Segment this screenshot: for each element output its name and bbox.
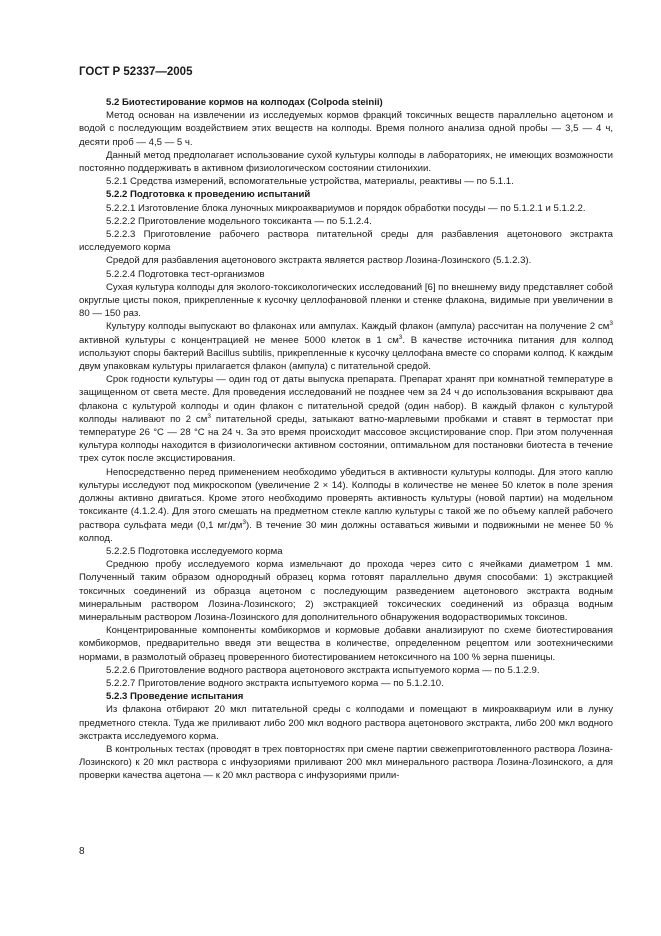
- section-heading: 5.2.3 Проведение испытания: [106, 691, 244, 703]
- paragraph: Срок годности культуры — один год от даты выпуска препарата. Препарат хранят при комнатной температуре в защищенном от света месте. Для проведения исследований не позднее чем за 24 ч до использования вскрывают два флакона с культурой колподы и один флакон с питательной средой (один набор). В каждый флакон с культурой колподы наливают по 2 $см^3$ питательной среды, затыкают ватно-марлевыми пробками и ставят в термостат при температуре 26 °С — 28 °С на 24 ч. За это время происходит массовое эксцистирование спор. При этом полученная культура колподы находится в физиологически активном состоянии, оптимальном для постановки биотеста в течение трех суток после эксцистирования.: [79, 374, 613, 465]
- paragraph: 5.2.2.4 Подготовка тест-организмов: [106, 268, 265, 280]
- paragraph: 5.2.2.1 Изготовление блока луночных микроаквариумов и порядок обработки посуды — по 5.1.2.1 и 5.1.2.2.: [106, 202, 586, 214]
- paragraph: 5.2.1 Средства измерений, вспомогательные устройства, материалы, реактивы — по 5.1.1.: [106, 176, 514, 188]
- paragraph: Сухая культура колподы для эколого-токсикологических исследований [6] по внешнему виду представляет собой округлые цисты покоя, прикрепленные к кусочку целлофановой пленки и стенке флакона, видимые при увеличении в 80 — 150 раз.: [79, 281, 613, 320]
- paragraph: Из флакона отбирают 20 мкл питательной среды с колподами и помещают в микроаквариум или в лунку предметного стекла. Туда же приливают либо 200 мкл водного раствора ацетонового экстракта, либо 200 мкл водного экстракта исследуемого корма.: [79, 704, 613, 742]
- paragraph: 5.2.2.6 Приготовление водного раствора ацетонового экстракта испытуемого корма — по 5.1.2.9.: [106, 664, 540, 676]
- paragraph: Культуру колподы выпускают во флаконах или ампулах. Каждый флакон (ампула) рассчитан на получение 2 $см^3$ активной культуры с концентрацией не менее 5000 клеток в 1 $см^3$. В качестве источника питания для колпод используют споры бактерий Bacillus subtilis, прикрепленные к кусочку целлофана вместе со спорами колпод. К каждым двум упаковкам культуры прилагается флакон (ампула) с питательной средой.: [79, 320, 613, 373]
- paragraph: Данный метод предполагает использование сухой культуры колподы в лабораториях, не имеющих возможности постоянно поддерживать в активном физиологическом состоянии стилонихии.: [79, 149, 613, 175]
- section-heading: 5.2 Биотестирование кормов на колподах (Colpoda steinii): [106, 97, 383, 108]
- paragraph: 5.2.2.7 Приготовление водного экстракта испытуемого корма — по 5.1.2.10.: [106, 677, 444, 689]
- document-header: ГОСТ Р 52337—2005: [79, 66, 193, 78]
- section-heading: 5.2.2 Подготовка к проведению испытаний: [106, 189, 311, 201]
- paragraph: Концентрированные компоненты комбикормов и кормовые добавки анализируют по схеме биотестирования комбикормов, предварительно введя эти вещества в количестве, определенном рецептом или зоотехническими нормами, в размолотый образец проверенного биотестированием нетоксичного на 100 % зерна пшеницы.: [79, 625, 613, 663]
- paragraph: 5.2.2.5 Подготовка исследуемого корма: [106, 545, 283, 557]
- paragraph: 5.2.2.3 Приготовление рабочего раствора питательной среды для разбавления ацетонового экстракта исследуемого корма: [79, 229, 613, 254]
- document-body: [79, 96, 613, 783]
- paragraph: Средой для разбавления ацетонового экстракта является раствор Лозина-Лозинского (5.1.2.3).: [106, 255, 532, 267]
- paragraph: В контрольных тестах (проводят в трех повторностях при смене партии свежеприготовленного раствора Лозина-Лозинского) к 20 мкл раствора с инфузориями приливают 200 мкл минерального раствора Лозина-Лозинского, а для проверки качества ацетона — к 20 мкл раствора с инфузориями прили-: [79, 743, 613, 782]
- page-number: 8: [79, 846, 85, 857]
- paragraph: 5.2.2.2 Приготовление модельного токсиканта — по 5.1.2.4.: [106, 215, 372, 227]
- paragraph: Непосредственно перед применением необходимо убедиться в активности культуры колподы. Для этого каплю культуры исследуют под микроскопом (увеличение 2 × 14). Колподы в количестве не менее 50 клеток в поле зрения должны активно двигаться. Кроме этого необходимо проверять активность культуры (новой партии) на модельном токсиканте (4.1.2.4). Для этого смешать на предметном стекле каплю культуры с такой же по объему каплей рабочего раствора сульфата меди (0,1 $мг/дм^3$). В течение 30 мин должны оставаться живыми и подвижными не менее 50 % колпод.: [79, 466, 613, 544]
- paragraph: Метод основан на извлечении из исследуемых кормов фракций токсичных веществ параллельно ацетоном и водой с последующим воздействием этих веществ на колподы. Время полного анализа одной пробы — 3,5 — 4 ч, десяти проб — 4,5 — 5 ч.: [79, 110, 613, 148]
- paragraph: Среднюю пробу исследуемого корма измельчают до прохода через сито с ячейками диаметром 1 мм. Полученный таким образом однородный образец корма готовят параллельно двумя способами: 1) экстракцией токсичных соединений из образца ацетоном с последующим разведением ацетонового экстракта водным минеральным раствором Лозина-Лозинского; 2) экстракцией токсических соединений из образца водным минеральным раствором Лозина-Лозинского для дополнительного обнаружения водорастворимых токсинов.: [79, 559, 613, 623]
